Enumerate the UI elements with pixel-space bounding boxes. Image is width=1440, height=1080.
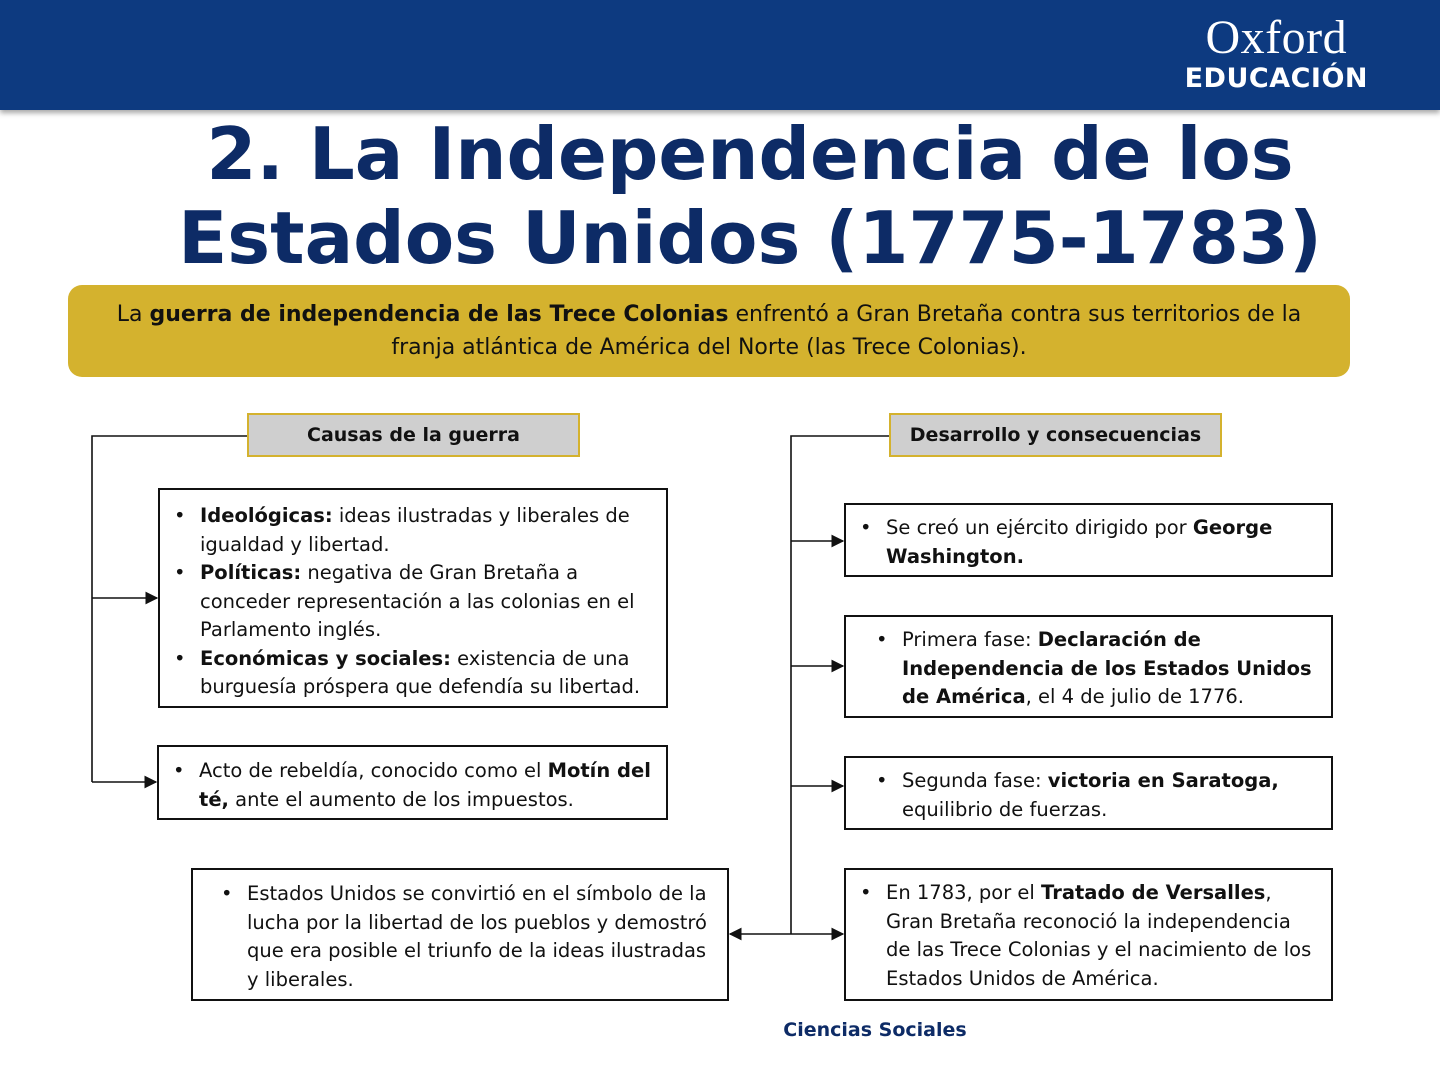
phase2-list [876, 767, 1317, 824]
treaty-list [860, 879, 1317, 993]
treaty-pre: En 1783, por el [886, 881, 1042, 904]
cause-ideological-label: Ideológicas: [200, 504, 333, 527]
intro-bold: guerra de independencia de las Trece Colonias [149, 302, 729, 327]
page-title-line-2: Estados Unidos (1775-1783) [178, 196, 1322, 280]
phase1-list [876, 626, 1317, 712]
causes-header: Causas de la guerra [247, 413, 580, 457]
intro-pre: La [116, 302, 150, 327]
cause-economic [174, 645, 652, 702]
causes-list-box [158, 488, 668, 708]
causes-list [174, 502, 652, 702]
treaty-box [844, 868, 1333, 1001]
rebellion-pre: Acto de rebeldía, conocido como el [199, 759, 548, 782]
brand-division: EDUCACIÓN [1184, 63, 1368, 94]
rebellion-list [173, 757, 652, 814]
rebellion-item [173, 757, 652, 814]
phase2-item [876, 767, 1317, 824]
intro-post: enfrentó a Gran Bretaña contra sus territorios de la franja atlántica de América del Norte (las Trece Colonias). [391, 302, 1302, 360]
brand-name: Oxford [1205, 11, 1348, 64]
phase1-post: , el 4 de julio de 1776. [1025, 685, 1244, 708]
footer-subject: Ciencias Sociales [783, 1019, 967, 1041]
army-item [860, 514, 1317, 571]
phase1-bold: Declaración de Independencia de los Estados Unidos de América [902, 628, 1312, 708]
cause-ideological-text: ideas ilustradas y liberales de igualdad y libertad. [200, 504, 630, 556]
rebellion-box [157, 745, 668, 820]
rebellion-post: ante el aumento de los impuestos. [228, 787, 574, 811]
phase2-box [844, 756, 1333, 830]
phase2-bold: victoria en Saratoga, [1047, 769, 1279, 792]
army-bold: George Washington. [886, 516, 1273, 568]
cause-political-text: negativa de Gran Bretaña a conceder representación a las colonias en el Parlamento inglés. [200, 561, 635, 641]
development-header: Desarrollo y consecuencias [889, 413, 1222, 457]
consequence-box [191, 868, 729, 1001]
army-pre: Se creó un ejército dirigido por [886, 516, 1193, 539]
phase1-item [876, 626, 1317, 712]
treaty-post: , Gran Bretaña reconoció la independencia de las Trece Colonias y el nacimiento de los Estados Unidos de América. [886, 881, 1312, 990]
consequence-item: • Estados Unidos se convirtió en el símbolo de la lucha por la libertad de los pueblos y demostró que era posible el triunfo de la ideas ilustradas y liberales. [221, 880, 709, 994]
phase2-post: equilibrio de fuerzas. [902, 797, 1108, 821]
rebellion-bold: Motín del té, [199, 759, 651, 811]
cause-economic-label: Económicas y sociales: [200, 646, 451, 670]
treaty-bold: Tratado de Versalles [1041, 881, 1266, 904]
cause-political-label: Políticas: [200, 561, 302, 584]
phase1-box [844, 615, 1333, 718]
consequence-list [221, 880, 709, 994]
cause-economic-text: existencia de una burguesía próspera que defendía su libertad. [200, 646, 641, 698]
army-box [844, 503, 1333, 577]
phase1-pre: Primera fase: [902, 628, 1038, 651]
army-list [860, 514, 1317, 571]
cause-ideological [174, 502, 652, 559]
phase2-pre: Segunda fase: [902, 769, 1048, 792]
cause-political [174, 559, 652, 645]
page-title-line-1: 2. La Independencia de los [206, 112, 1294, 196]
treaty-item [860, 879, 1317, 993]
